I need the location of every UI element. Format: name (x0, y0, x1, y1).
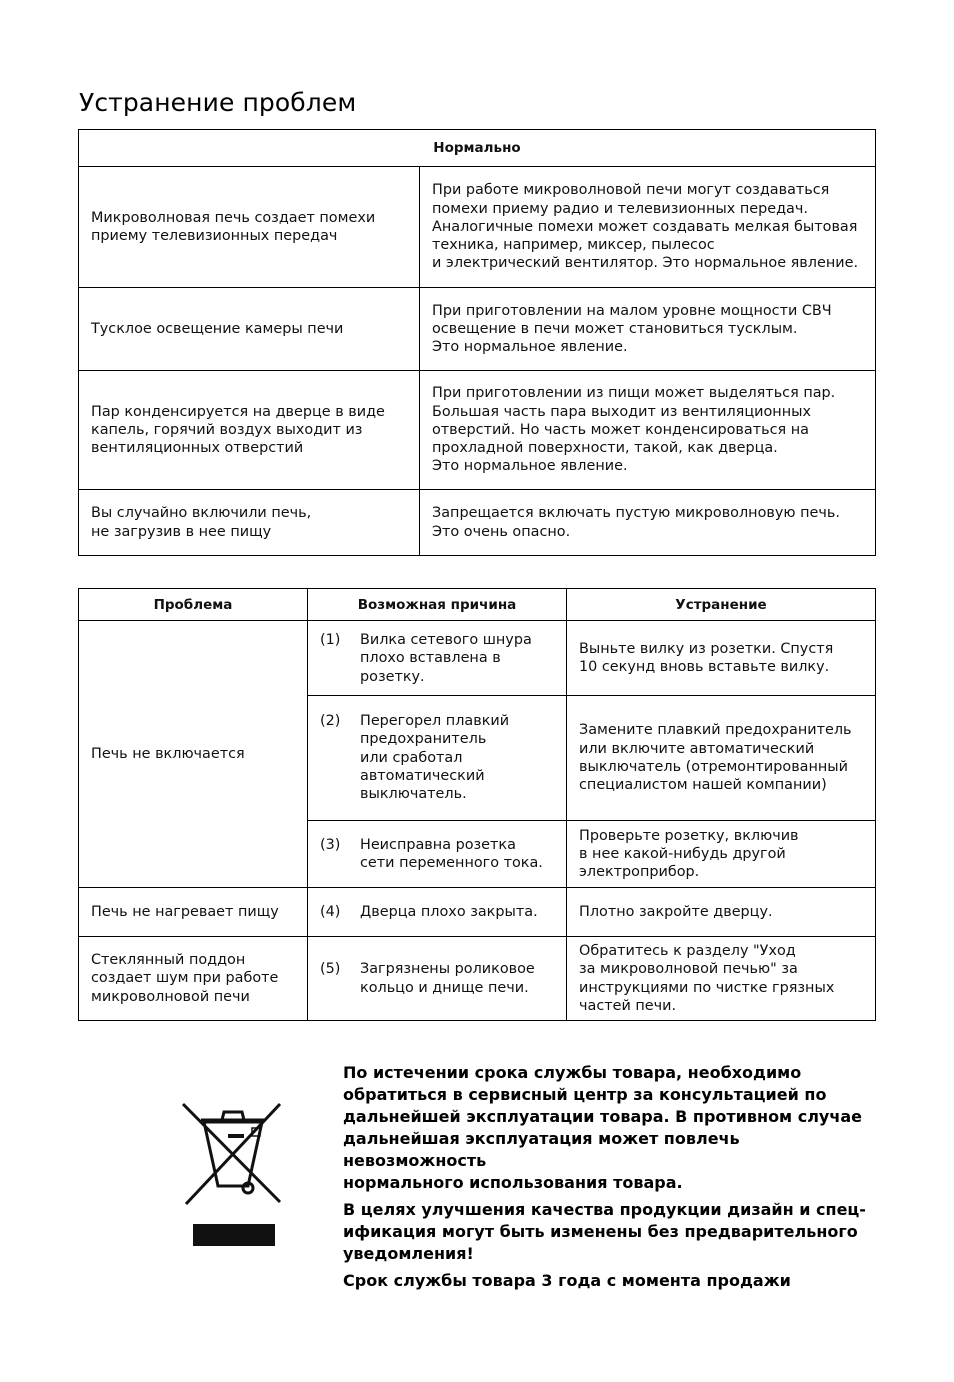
table-row (79, 621, 876, 696)
column-header-remedy: Устранение (567, 589, 876, 621)
note-specification-change: В целях улучшения качества продукции дизайн и спец- ификация могут быть изменены без предварительного уведомления! (343, 1200, 866, 1263)
problem-text: Печь не нагревает пищу (91, 903, 279, 920)
problem-text: Стеклянный поддон создает шум при работе микроволновой печи (91, 952, 279, 1005)
note-service-life: Срок службы товара 3 года с момента продажи (343, 1271, 791, 1290)
remedy-text: Выньте вилку из розетки. Спустя 10 секунд вновь вставьте вилку. (579, 640, 834, 675)
column-header-cause: Возможная причина (308, 589, 567, 621)
remedy-text: Плотно закройте дверцу. (579, 903, 773, 920)
table-row (79, 937, 876, 1021)
explanation-text: При приготовлении из пищи может выделяться пар. Большая часть пара выходит из вентиляционных отверстий. Но часть может конденсироваться на прохладной поверхности, такой, как дверца. Это нормальное явление. (432, 385, 836, 475)
symptom-text: Пар конденсируется на дверце в виде капель, горячий воздух выходит из вентиляционных отверстий (91, 403, 385, 457)
table-row (79, 288, 876, 371)
table-row (79, 371, 876, 490)
table-row (79, 167, 876, 288)
cause-text: Неисправна розетка сети переменного тока. (360, 836, 543, 871)
cause-text: Вилка сетевого шнура плохо вставлена в розетку. (360, 632, 532, 685)
cause-number: (3) (320, 836, 341, 853)
normal-behavior-table (78, 129, 876, 556)
explanation-text: При приготовлении на малом уровне мощности СВЧ освещение в печи может становиться тусклым. Это нормальное явление. (432, 302, 832, 356)
remedy-text: Замените плавкий предохранитель или включите автоматический выключатель (отремонтированный специалистом нашей компании) (579, 722, 852, 794)
cause-text: Перегорел плавкий предохранитель или сработал автоматический выключатель. (360, 713, 510, 803)
table-row (79, 888, 876, 937)
remedy-text: Проверьте розетку, включив в нее какой-нибудь другой электроприбор. (579, 827, 799, 881)
cause-text: Дверца плохо закрыта. (360, 903, 538, 920)
cause-number: (2) (320, 713, 341, 729)
cause-text: Загрязнены роликовое кольцо и днище печи. (360, 961, 535, 996)
symptom-text: Вы случайно включили печь, не загрузив в нее пищу (91, 505, 312, 540)
normal-table-header: Нормально (79, 130, 876, 167)
symptom-text: Микроволновая печь создает помехи приему телевизионных передач (91, 209, 376, 244)
cause-number: (4) (320, 903, 341, 920)
problem-table (78, 588, 876, 1021)
cause-number: (1) (320, 632, 341, 648)
table-row (79, 490, 876, 556)
page-title: Устранение проблем (79, 88, 357, 117)
remedy-text: Обратитесь к разделу "Уход за микроволновой печью" за инструкциями по чистке грязных частей печи. (579, 942, 835, 1014)
explanation-text: При работе микроволновой печи могут создаваться помехи приему радио и телевизионных передач. Аналогичные помехи может создавать мелкая бытовая техника, например, миксер, пылесос и электрический вентилятор. Это нормальное явление. (432, 182, 859, 272)
column-header-problem: Проблема (79, 589, 308, 621)
crossed-out-wheelie-bin-icon (180, 1100, 286, 1250)
service-life-notes (343, 1062, 883, 1297)
problem-text: Печь не включается (91, 745, 245, 762)
explanation-text: Запрещается включать пустую микроволновую печь. Это очень опасно. (432, 505, 840, 540)
symptom-text: Тусклое освещение камеры печи (91, 320, 344, 337)
cause-number: (5) (320, 961, 341, 978)
note-service-center: По истечении срока службы товара, необходимо обратиться в сервисный центр за консультацией по дальнейшей эксплуатации товара. В противном случае дальнейшая эксплуатация может повлечь невозможность нормального использования товара. (343, 1063, 862, 1192)
